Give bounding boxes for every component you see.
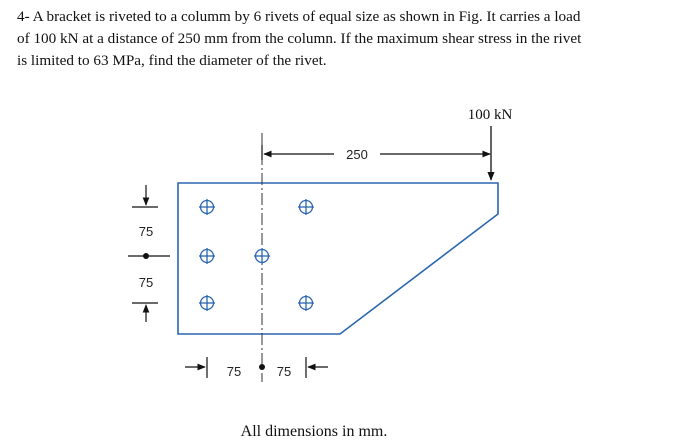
rivet <box>199 295 215 311</box>
rivet <box>298 199 314 215</box>
rivet <box>199 199 215 215</box>
bottom-dim-label-2: 75 <box>276 364 292 379</box>
rivet <box>254 248 270 264</box>
rivet <box>199 248 215 264</box>
load-label: 100 kN <box>467 107 513 123</box>
figure-caption: All dimensions in mm. <box>240 423 388 440</box>
dim-250 <box>262 145 490 162</box>
left-dim-label-1: 75 <box>138 224 154 239</box>
bottom-dims <box>185 357 328 379</box>
problem-line-3: is limited to 63 MPa, find the diameter of the rivet. <box>17 52 327 69</box>
problem-line-2: of 100 kN at a distance of 250 mm from the column. If the maximum shear stress in the rivet <box>17 30 582 47</box>
bottom-dim-label-1: 75 <box>226 364 242 379</box>
dim-250-label: 250 <box>346 147 368 162</box>
rivet <box>298 295 314 311</box>
problem-line-1: 4- A bracket is riveted to a columm by 6 rivets of equal size as shown in Fig. It carries a load <box>17 8 581 25</box>
bracket-plate <box>178 183 498 334</box>
left-dim-label-2: 75 <box>138 275 154 290</box>
rivet-group <box>199 199 314 311</box>
left-dims <box>128 185 170 322</box>
load-arrow <box>468 107 513 180</box>
